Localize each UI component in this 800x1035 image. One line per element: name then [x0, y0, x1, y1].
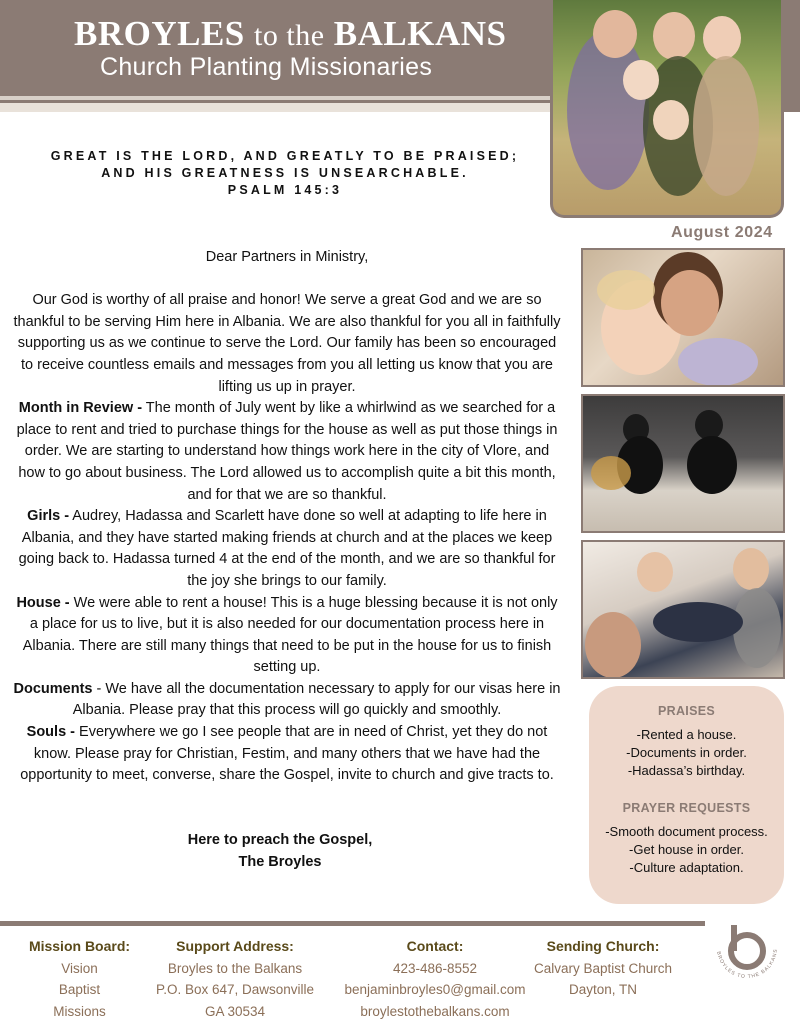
- contact-phone[interactable]: 423-486-8552: [392, 960, 478, 976]
- title-part-2: to the: [254, 19, 325, 52]
- family-photo: [550, 0, 784, 218]
- footer-heading: Support Address:: [176, 938, 294, 954]
- letter-section: [12, 722, 562, 787]
- verse-line-1: GREAT IS THE LORD, AND GREATLY TO BE PRAISED;: [50, 149, 520, 163]
- footer-divider: [0, 921, 705, 926]
- contact-email[interactable]: benjaminbroyles0@gmail.com: [344, 982, 526, 997]
- letter-section: [12, 398, 562, 506]
- footer-mission-board: [22, 936, 137, 1022]
- section-text: We were able to rent a house! This is a huge blessing because it is not only a place for us to live, but it is also needed for our documentation process here in Albania. There are still many things that need to be put in the house for us to finish setting up.: [22, 594, 558, 676]
- verse-line-2: AND HIS GREATNESS IS UNSEARCHABLE.: [101, 166, 469, 180]
- footer-contact: [326, 936, 544, 1022]
- footer-heading: Mission Board:: [28, 938, 131, 954]
- letter-section: [12, 506, 562, 592]
- letter-intro: Our God is worthy of all praise and honor! We serve a great God and we are so thankful to be serving Him here in Albania. We are also thankful for you all in faithfully supporting us as we continue to serve the Lord. Our family has been so encouraged to receive countless emails and messages from you all letting us know that you are lifting us up in prayer.: [13, 292, 561, 395]
- letter-closing: [130, 829, 430, 873]
- footer-line: P.O. Box 647, Dawsonville: [155, 982, 315, 997]
- footer-line: Baptist: [58, 982, 101, 997]
- list-item: -Rented a house.: [636, 727, 737, 742]
- title-part-3: BALKANS: [333, 14, 507, 53]
- logo-ring-text: BROYLES TO THE BALKANS: [715, 948, 780, 981]
- prayer-requests-list: [589, 823, 784, 877]
- list-item: -Hadassa’s birthday.: [627, 763, 746, 778]
- list-item: -Smooth document process.: [605, 824, 768, 839]
- section-heading: Documents: [13, 680, 93, 697]
- section-text: Audrey, Hadassa and Scarlett have done so well at adapting to life here in Albania, and they have started making friends at church and at the places we keep going back to. Hadassa turned 4 at the end of the month, and we are so thankful for the joy she brings to our family.: [18, 508, 556, 589]
- list-item: -Culture adaptation.: [629, 860, 744, 875]
- section-text: Everywhere we go I see people that are in need of Christ, yet they do not know. Please pray for Christian, Festim, and many others that we have had the opportunity to meet, converse, share the Gospel, invite to church and give tracts to.: [20, 724, 554, 784]
- footer-line: Missions: [53, 1003, 106, 1019]
- page-subtitle: Church Planting Missionaries: [100, 53, 433, 81]
- footer-heading: Sending Church:: [546, 938, 660, 954]
- footer-line: Vision: [61, 960, 98, 976]
- verse-reference: PSALM 145:3: [227, 183, 343, 197]
- praises-heading: PRAISES: [658, 704, 715, 718]
- bible-verse: [20, 148, 550, 199]
- footer-line: Calvary Baptist Church: [533, 960, 673, 976]
- prayer-requests-heading: PRAYER REQUESTS: [622, 801, 751, 815]
- shop-photo: [581, 394, 785, 533]
- footer-line: Dayton, TN: [568, 982, 638, 997]
- title-part-1: BROYLES: [74, 14, 245, 53]
- section-text: The month of July went by like a whirlwind as we searched for a place to rent and tried to purchase things for the house as well as put those things in order. We are starting to understand how things work here in the city of Vlore, and how to go about business. The Lord allowed us to accomplish quite a bit this month, and for that we are so thankful.: [16, 400, 558, 503]
- newsletter-date: August 2024: [671, 224, 773, 241]
- classroom-photo: [581, 540, 785, 679]
- footer-support-address: [135, 936, 335, 1022]
- section-text: - We have all the documentation necessary to apply for our visas here in Albania. Please pray that this process will go quickly and smoothly.: [72, 680, 561, 719]
- broyles-logo-icon: [712, 913, 782, 983]
- header-divider: [0, 96, 555, 100]
- contact-website[interactable]: broylestothebalkans.com: [360, 1003, 510, 1019]
- letter-body: [12, 247, 562, 787]
- closing-line-1: Here to preach the Gospel,: [187, 832, 373, 848]
- footer-heading: Contact:: [406, 938, 464, 954]
- footer-line: GA 30534: [204, 1003, 266, 1019]
- list-item: -Get house in order.: [629, 842, 744, 857]
- praises-list: [589, 726, 784, 780]
- section-heading: Souls -: [26, 724, 75, 741]
- header-divider-light: [0, 103, 555, 112]
- page-title: [74, 14, 507, 54]
- list-item: -Documents in order.: [626, 745, 747, 760]
- praise-prayer-box: [589, 686, 784, 904]
- section-heading: House -: [16, 594, 70, 611]
- letter-section: [12, 679, 562, 722]
- section-heading: Month in Review -: [18, 400, 143, 417]
- section-heading: Girls -: [27, 508, 70, 525]
- footer-sending-church: [533, 936, 673, 1001]
- letter-greeting: Dear Partners in Ministry,: [205, 249, 369, 265]
- footer-line: Broyles to the Balkans: [167, 960, 303, 976]
- letter-section: [12, 593, 562, 679]
- girls-photo: [581, 248, 785, 387]
- closing-signature: The Broyles: [238, 854, 322, 870]
